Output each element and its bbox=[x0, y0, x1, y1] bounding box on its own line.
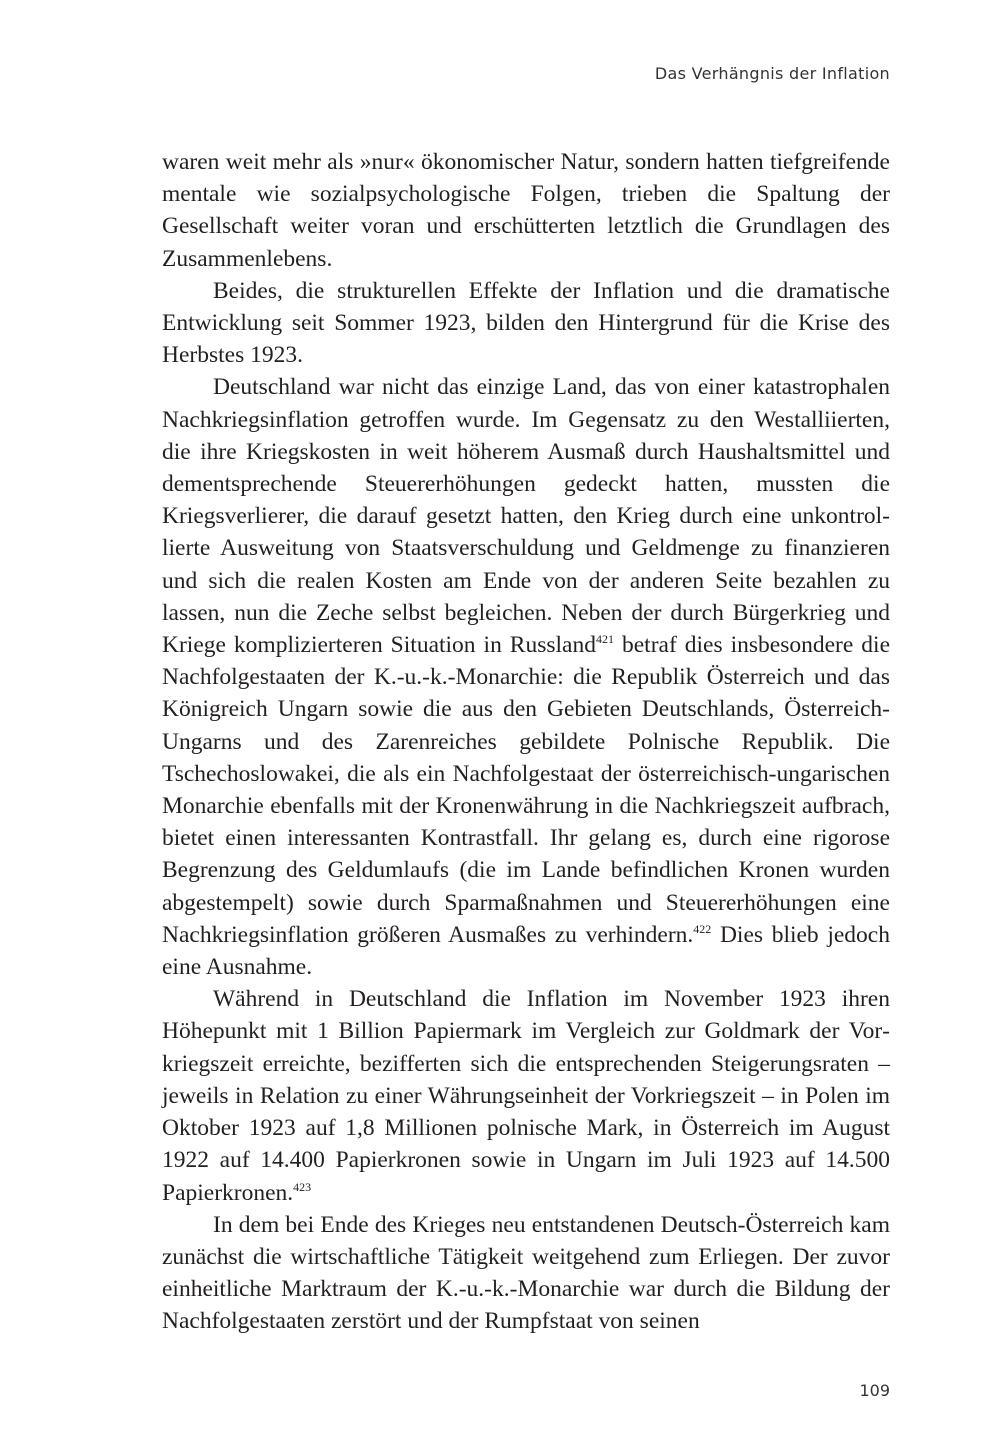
paragraph-text: Beides, die strukturellen Effekte der Inflation und die dramatische Entwicklung seit Sommer 1923, bilden den Hintergrund für die Krise des Herbstes 1923. bbox=[162, 277, 890, 369]
paragraph-text: In dem bei Ende des Krieges neu entstandenen Deutsch-Österreich kam zunächst die wirtschaftliche Tätigkeit weitgehend zum Erliegen. Der zuvor einheitliche Marktraum der K.-u.-k.-Monarchie war durch die Bildung der Nachfolgestaaten zerstört und der Rumpfstaat von seinen bbox=[162, 1211, 890, 1335]
running-head: Das Verhängnis der Inflation bbox=[654, 64, 890, 83]
page-number: 109 bbox=[859, 1381, 890, 1400]
paragraph-text: Deutschland war nicht das einzige Land, das von einer katastrophalen Nachkriegsinflation getroffen wurde. Im Gegensatz zu den Westalliierten, die ihre Kriegskosten in weit höherem Ausmaß durch Haushaltsmittel und dementsprechende Steuererhöhungen gedeckt hatten, mussten die Kriegsverlierer, die darauf gesetzt hatten, den Krieg durch eine unkontrollierte Ausweitung von Staatsverschuldung und Geldmenge zu finanzieren und sich die realen Kosten am Ende von der anderen Seite bezahlen zu lassen, nun die Zeche selbst begleichen. Neben der durch Bürgerkrieg und Kriege komplizierteren Situation in Russland bbox=[162, 374, 890, 659]
paragraph-text: waren weit mehr als »nur« ökonomischer Natur, sondern hatten tiefgreifende mentale wie sozialpsychologische Folgen, trieben die Spaltung der Gesellschaft weiter voran und erschütterten letztlich die Grundlagen des Zusammenlebens. bbox=[162, 149, 890, 272]
footnote-ref: 422 bbox=[693, 922, 712, 937]
paragraph bbox=[162, 371, 890, 983]
paragraph bbox=[162, 146, 890, 275]
paragraph-text: Während in Deutschland die Inflation im November 1923 ihren Höhepunkt mit 1 Billion Papiermark im Vergleich zur Goldmark der Vorkriegszeit erreichte, bezifferten sich die entsprechenden Steigerungsraten – jeweils in Relation zu einer Währungseinheit der Vorkriegszeit – in Polen im Oktober 1923 auf 1,8 Millionen polnische Mark, in Österreich im August 1922 auf 14.400 Papierkronen sowie in Ungarn im Juli 1923 auf 14.500 Papierkronen. bbox=[162, 986, 890, 1206]
paragraph bbox=[162, 1209, 890, 1338]
paragraph bbox=[162, 275, 890, 372]
paragraph-text: Dies blieb jedoch eine Ausnahme. bbox=[162, 921, 890, 981]
paragraph-text: betraf dies insbesondere die Nachfolgestaaten der K.-u.-k.-Monarchie: die Republik Österreich und das Königreich Ungarn sowie die aus den Gebieten Deutschlands, Österreich-Ungarns und des Zarenreiches gebildete Polnische Republik. Die Tschechoslowakei, die als ein Nachfolgestaat der österreichisch-ungarischen Monarchie ebenfalls mit der Kronenwährung in die Nachkriegszeit aufbrach, bietet einen interessanten Kontrastfall. Ihr gelang es, durch eine rigorose Begrenzung des Geldumlaufs (die im Lande befindlichen Kronen wurden abgestempelt) sowie durch Sparmaßnahmen und Steuererhöhungen eine Nachkriegsinflation größeren Ausmaßes zu verhindern. bbox=[162, 632, 891, 948]
body-text bbox=[162, 146, 890, 1338]
footnote-ref: 421 bbox=[596, 632, 614, 647]
paragraph bbox=[162, 983, 890, 1208]
footnote-ref: 423 bbox=[293, 1179, 312, 1194]
